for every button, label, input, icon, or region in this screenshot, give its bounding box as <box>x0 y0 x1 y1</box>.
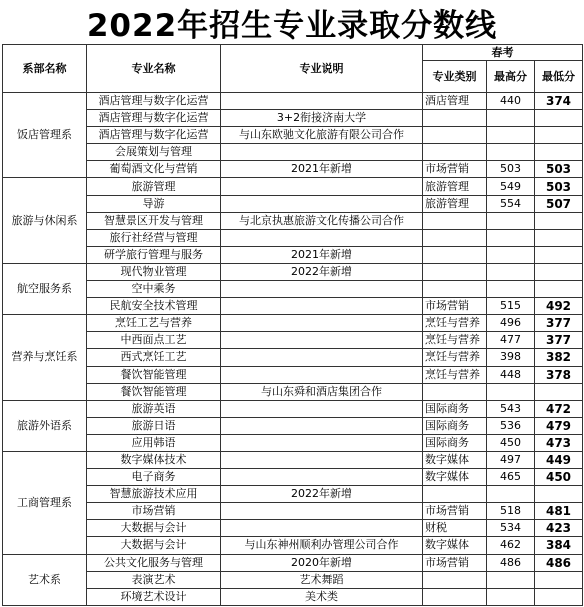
major-note: 2021年新增 <box>221 246 423 263</box>
max-score: 486 <box>487 554 535 571</box>
header-note: 专业说明 <box>221 45 423 93</box>
max-score: 549 <box>487 178 535 195</box>
major-category <box>423 588 487 605</box>
max-score <box>487 144 535 161</box>
major-category <box>423 281 487 298</box>
major-note: 艺术舞蹈 <box>221 571 423 588</box>
major-note: 美术类 <box>221 588 423 605</box>
min-score <box>535 486 583 503</box>
major-category: 国际商务 <box>423 400 487 417</box>
major-note <box>221 434 423 451</box>
table-row <box>3 434 583 451</box>
max-score <box>487 263 535 280</box>
major-category: 旅游管理 <box>423 178 487 195</box>
table-row <box>3 263 583 280</box>
max-score: 465 <box>487 469 535 486</box>
max-score <box>487 110 535 127</box>
major-name: 旅游英语 <box>87 400 221 417</box>
major-note: 与山东舜和酒店集团合作 <box>221 383 423 400</box>
major-category: 市场营销 <box>423 554 487 571</box>
major-category: 烹饪与营养 <box>423 332 487 349</box>
table-row <box>3 400 583 417</box>
department-name: 工商管理系 <box>3 451 87 554</box>
table-row <box>3 554 583 571</box>
min-score <box>535 246 583 263</box>
table-row <box>3 110 583 127</box>
max-score <box>487 383 535 400</box>
major-name: 烹饪工艺与营养 <box>87 315 221 332</box>
major-name: 会展策划与管理 <box>87 144 221 161</box>
max-score: 496 <box>487 315 535 332</box>
header-min-score: 最低分 <box>535 61 583 93</box>
department-name: 旅游外语系 <box>3 400 87 451</box>
major-category <box>423 127 487 144</box>
header-category: 专业类别 <box>423 61 487 93</box>
table-row <box>3 486 583 503</box>
min-score: 450 <box>535 469 583 486</box>
major-category <box>423 144 487 161</box>
table-row <box>3 127 583 144</box>
major-name: 酒店管理与数字化运营 <box>87 110 221 127</box>
major-category: 旅游管理 <box>423 195 487 212</box>
table-row <box>3 246 583 263</box>
major-note: 2022年新增 <box>221 263 423 280</box>
major-category: 国际商务 <box>423 417 487 434</box>
min-score: 384 <box>535 537 583 554</box>
major-name: 大数据与会计 <box>87 520 221 537</box>
table-body <box>3 93 583 606</box>
major-note: 2020年新增 <box>221 554 423 571</box>
major-category <box>423 486 487 503</box>
table-row <box>3 229 583 246</box>
major-note <box>221 400 423 417</box>
table-row <box>3 195 583 212</box>
max-score: 440 <box>487 93 535 110</box>
major-category: 酒店管理 <box>423 93 487 110</box>
major-name: 西式烹饪工艺 <box>87 349 221 366</box>
max-score <box>487 246 535 263</box>
max-score: 448 <box>487 366 535 383</box>
max-score <box>487 486 535 503</box>
max-score: 477 <box>487 332 535 349</box>
department-name: 艺术系 <box>3 554 87 605</box>
min-score: 449 <box>535 451 583 468</box>
major-name: 智慧旅游技术应用 <box>87 486 221 503</box>
major-name: 酒店管理与数字化运营 <box>87 127 221 144</box>
min-score: 486 <box>535 554 583 571</box>
major-name: 餐饮智能管理 <box>87 366 221 383</box>
min-score: 479 <box>535 417 583 434</box>
min-score: 377 <box>535 315 583 332</box>
table-row <box>3 332 583 349</box>
min-score: 507 <box>535 195 583 212</box>
major-category: 数字媒体 <box>423 537 487 554</box>
min-score <box>535 588 583 605</box>
major-note <box>221 417 423 434</box>
table-row <box>3 315 583 332</box>
min-score <box>535 383 583 400</box>
major-category: 市场营销 <box>423 161 487 178</box>
min-score <box>535 571 583 588</box>
major-category: 烹饪与营养 <box>423 315 487 332</box>
major-note <box>221 315 423 332</box>
major-name: 中西面点工艺 <box>87 332 221 349</box>
major-name: 表演艺术 <box>87 571 221 588</box>
table-row <box>3 178 583 195</box>
major-name: 旅行社经营与管理 <box>87 229 221 246</box>
table-row <box>3 366 583 383</box>
major-note: 与山东神州顺利办管理公司合作 <box>221 537 423 554</box>
table-row <box>3 298 583 315</box>
major-name: 民航安全技术管理 <box>87 298 221 315</box>
major-name: 旅游管理 <box>87 178 221 195</box>
major-note <box>221 281 423 298</box>
max-score <box>487 127 535 144</box>
major-category: 烹饪与营养 <box>423 349 487 366</box>
major-note <box>221 332 423 349</box>
max-score <box>487 281 535 298</box>
major-category <box>423 229 487 246</box>
max-score <box>487 571 535 588</box>
major-name: 应用韩语 <box>87 434 221 451</box>
max-score: 518 <box>487 503 535 520</box>
major-category <box>423 110 487 127</box>
major-name: 旅游日语 <box>87 417 221 434</box>
min-score: 377 <box>535 332 583 349</box>
header-max-score: 最高分 <box>487 61 535 93</box>
min-score <box>535 212 583 229</box>
max-score: 462 <box>487 537 535 554</box>
page-title: 2022年招生专业录取分数线 <box>86 7 498 44</box>
major-name: 数字媒体技术 <box>87 451 221 468</box>
major-category: 烹饪与营养 <box>423 366 487 383</box>
department-name: 旅游与休闲系 <box>3 178 87 263</box>
major-note <box>221 298 423 315</box>
max-score: 497 <box>487 451 535 468</box>
major-category: 市场营销 <box>423 503 487 520</box>
table-row <box>3 469 583 486</box>
major-name: 研学旅行管理与服务 <box>87 246 221 263</box>
major-name: 电子商务 <box>87 469 221 486</box>
header-dept: 系部名称 <box>3 45 87 93</box>
table-row <box>3 520 583 537</box>
major-note <box>221 451 423 468</box>
major-note: 与北京执惠旅游文化传播公司合作 <box>221 212 423 229</box>
max-score: 554 <box>487 195 535 212</box>
major-name: 葡萄酒文化与营销 <box>87 161 221 178</box>
major-note: 3+2衔接济南大学 <box>221 110 423 127</box>
table-row <box>3 212 583 229</box>
min-score <box>535 281 583 298</box>
min-score <box>535 229 583 246</box>
major-note <box>221 229 423 246</box>
major-name: 市场营销 <box>87 503 221 520</box>
major-note: 2022年新增 <box>221 486 423 503</box>
major-note <box>221 520 423 537</box>
min-score <box>535 263 583 280</box>
min-score: 382 <box>535 349 583 366</box>
major-name: 酒店管理与数字化运营 <box>87 93 221 110</box>
max-score: 450 <box>487 434 535 451</box>
major-category <box>423 212 487 229</box>
major-category: 国际商务 <box>423 434 487 451</box>
max-score: 515 <box>487 298 535 315</box>
major-note <box>221 503 423 520</box>
min-score <box>535 144 583 161</box>
min-score: 503 <box>535 161 583 178</box>
major-category <box>423 263 487 280</box>
major-category: 市场营销 <box>423 298 487 315</box>
max-score <box>487 588 535 605</box>
table-row <box>3 503 583 520</box>
max-score <box>487 212 535 229</box>
min-score: 503 <box>535 178 583 195</box>
major-note <box>221 93 423 110</box>
table-row <box>3 588 583 605</box>
max-score: 398 <box>487 349 535 366</box>
table-row <box>3 571 583 588</box>
major-category: 财税 <box>423 520 487 537</box>
major-category <box>423 571 487 588</box>
table-row <box>3 537 583 554</box>
major-category <box>423 246 487 263</box>
major-note <box>221 366 423 383</box>
max-score: 503 <box>487 161 535 178</box>
table-row <box>3 281 583 298</box>
table-row <box>3 144 583 161</box>
major-name: 空中乘务 <box>87 281 221 298</box>
department-name: 营养与烹饪系 <box>3 315 87 400</box>
major-name: 大数据与会计 <box>87 537 221 554</box>
table-row <box>3 417 583 434</box>
department-name: 航空服务系 <box>3 263 87 314</box>
major-name: 公共文化服务与管理 <box>87 554 221 571</box>
major-note <box>221 178 423 195</box>
department-name: 饭店管理系 <box>3 93 87 178</box>
major-category <box>423 383 487 400</box>
min-score: 492 <box>535 298 583 315</box>
major-name: 导游 <box>87 195 221 212</box>
min-score: 473 <box>535 434 583 451</box>
min-score: 423 <box>535 520 583 537</box>
major-name: 环境艺术设计 <box>87 588 221 605</box>
table-row <box>3 383 583 400</box>
header-spring-exam: 春考 <box>423 45 583 61</box>
min-score: 472 <box>535 400 583 417</box>
min-score: 374 <box>535 93 583 110</box>
table-row <box>3 451 583 468</box>
min-score: 378 <box>535 366 583 383</box>
admission-score-table <box>2 44 583 606</box>
min-score <box>535 110 583 127</box>
max-score: 534 <box>487 520 535 537</box>
table-row <box>3 349 583 366</box>
major-note <box>221 469 423 486</box>
max-score: 536 <box>487 417 535 434</box>
max-score: 543 <box>487 400 535 417</box>
major-name: 现代物业管理 <box>87 263 221 280</box>
major-name: 智慧景区开发与管理 <box>87 212 221 229</box>
major-category: 数字媒体 <box>423 451 487 468</box>
major-note <box>221 349 423 366</box>
min-score: 481 <box>535 503 583 520</box>
major-note: 2021年新增 <box>221 161 423 178</box>
max-score <box>487 229 535 246</box>
major-note: 与山东欧驰文化旅游有限公司合作 <box>221 127 423 144</box>
table-row <box>3 161 583 178</box>
major-name: 餐饮智能管理 <box>87 383 221 400</box>
major-note <box>221 144 423 161</box>
table-row <box>3 93 583 110</box>
major-note <box>221 195 423 212</box>
header-major: 专业名称 <box>87 45 221 93</box>
min-score <box>535 127 583 144</box>
major-category: 数字媒体 <box>423 469 487 486</box>
